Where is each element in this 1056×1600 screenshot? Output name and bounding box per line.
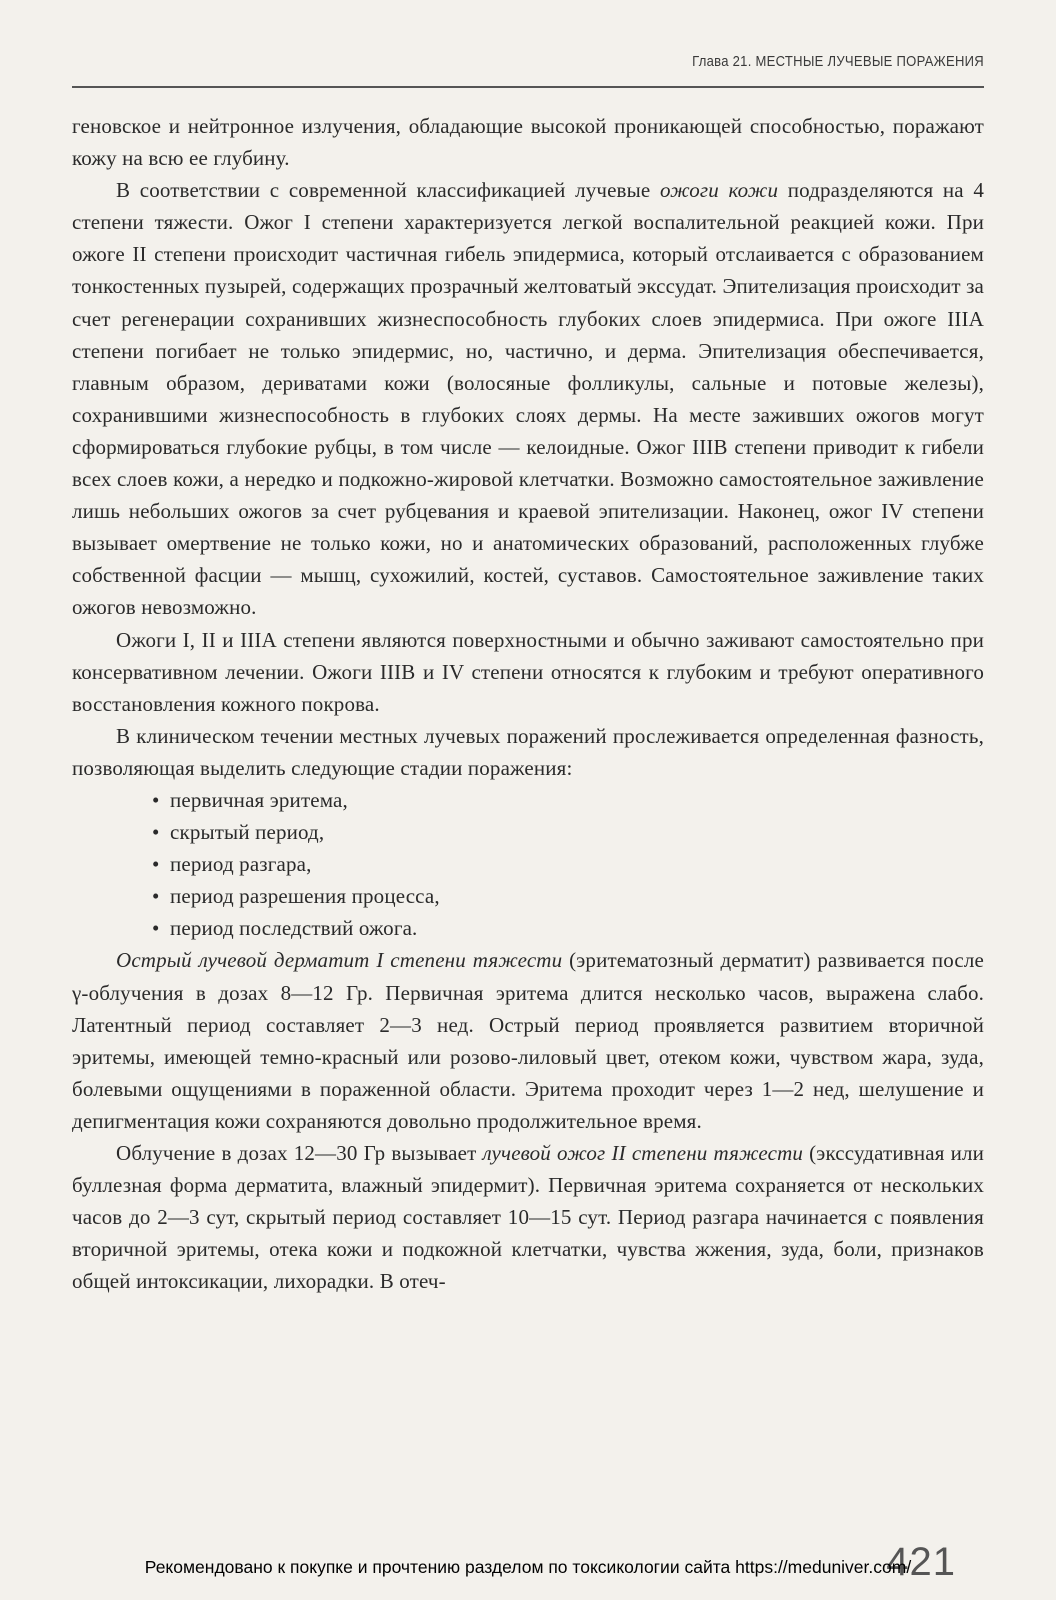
footer-note: Рекомендовано к покупке и прочтению разделом по токсикологии сайта https://meduniver.com/ — [144, 1557, 912, 1577]
paragraph-text: В соответствии с современной классификацией лучевые — [116, 178, 660, 203]
paragraph-text: Облучение в дозах 12—30 Гр вызывает — [116, 1141, 483, 1165]
stage-list-item: • период последствий ожога. — [170, 912, 984, 944]
paragraph-text: подразделяются на 4 степени тяжести. Ожог I степени характеризуется легкой воспалительной реакцией кожи. При ожоге II степени происходит частичная гибель эпидермиса, который отслаивается с образованием тонкостенных пузырей, содержащих прозрачный желтоватый экссудат. Эпителизация происходит за счет регенерации сохранивших жизнеспособность глубоких слоев эпидермиса. При ожоге IIIА степени погибает не только эпидермис, но, частично, и дерма. Эпителизация обеспечивается, главным образом, дериватами кожи (волосяные фолликулы, сальные и потовые железы), сохранившими жизнеспособность в глубоких слоях дермы. На месте заживших ожогов могут сформироваться глубокие рубцы, в том числе — келоидные. Ожог IIIВ степени приводит к гибели всех слоев кожи, а нередко и подкожно-жировой клетчатки. Возможно самостоятельное заживление лишь небольших ожогов за счет рубцевания и краевой эпителизации. Наконец, ожог IV степени вызывает омертвение не только кожи, но и анатомических образований, расположенных глубже собственной фасции — мышц, сухожилий, костей, суставов. Самостоятельное заживление таких ожогов невозможно. — [72, 178, 984, 620]
paragraph-text: В клиническом течении местных лучевых поражений прослеживается определенная фазность, позволяющая выделить следующие стадии поражения: — [72, 723, 984, 780]
stage-list-item: • период разгара, — [170, 848, 984, 880]
stage-list-item: • скрытый период, — [170, 816, 984, 848]
stage-list-item: • первичная эритема, — [170, 784, 984, 816]
header-rule — [72, 86, 984, 88]
paragraph-text: Ожоги I, II и IIIА степени являются поверхностными и обычно заживают самостоятельно при консервативном лечении. Ожоги IIIВ и IV степени относятся к глубоким и требуют оперативного восстановления кожного покрова. — [72, 627, 984, 716]
paragraph-text: геновское и нейтронное излучения, обладающие высокой проникающей способностью, поражают кожу на всю ее глубину. — [72, 114, 984, 171]
page-number: 421 — [886, 1540, 956, 1584]
paragraph-text: (экссудативная или буллезная форма дерматита, влажный эпидермит). Первичная эритема сохраняется от нескольких часов до 2—3 сут, скрытый период составляет 10—15 сут. Период разгара начинается с появления вторичной эритемы, отека кожи и подкожной клетчатки, чувства жжения, зуда, боли, признаков общей интоксикации, лихорадки. В отеч- — [72, 1141, 985, 1294]
paragraph-text: (эритематозный дерматит) развивается после γ-облучения в дозах 8—12 Гр. Первичная эритема длится несколько часов, выражена слабо. Латентный период составляет 2—3 нед. Острый период проявляется развитием вторичной эритемы, имеющей темно-красный или розово-лиловый цвет, отеком кожи, чувством жара, зуда, болевыми ощущениями в пораженной области. Эритема проходит через 1—2 нед, шелушение и депигментация кожи сохраняются довольно продолжительное время. — [72, 948, 984, 1133]
page-body — [72, 110, 984, 1297]
paragraph-2 — [72, 174, 984, 623]
italic-term: Острый лучевой дерматит I степени тяжести — [116, 948, 563, 973]
paragraph-6 — [72, 1137, 984, 1297]
paragraph-3 — [72, 624, 984, 720]
italic-term: лучевой ожог II степени тяжести — [482, 1141, 804, 1165]
paragraph-5 — [72, 944, 984, 1137]
italic-term: ожоги кожи — [659, 178, 779, 203]
stage-list-item: • период разрешения процесса, — [170, 880, 984, 912]
running-head: Глава 21. МЕСТНЫЕ ЛУЧЕВЫЕ ПОРАЖЕНИЯ — [692, 54, 984, 70]
stage-list — [72, 784, 984, 944]
paragraph-1 — [72, 110, 984, 174]
paragraph-4 — [72, 720, 984, 784]
